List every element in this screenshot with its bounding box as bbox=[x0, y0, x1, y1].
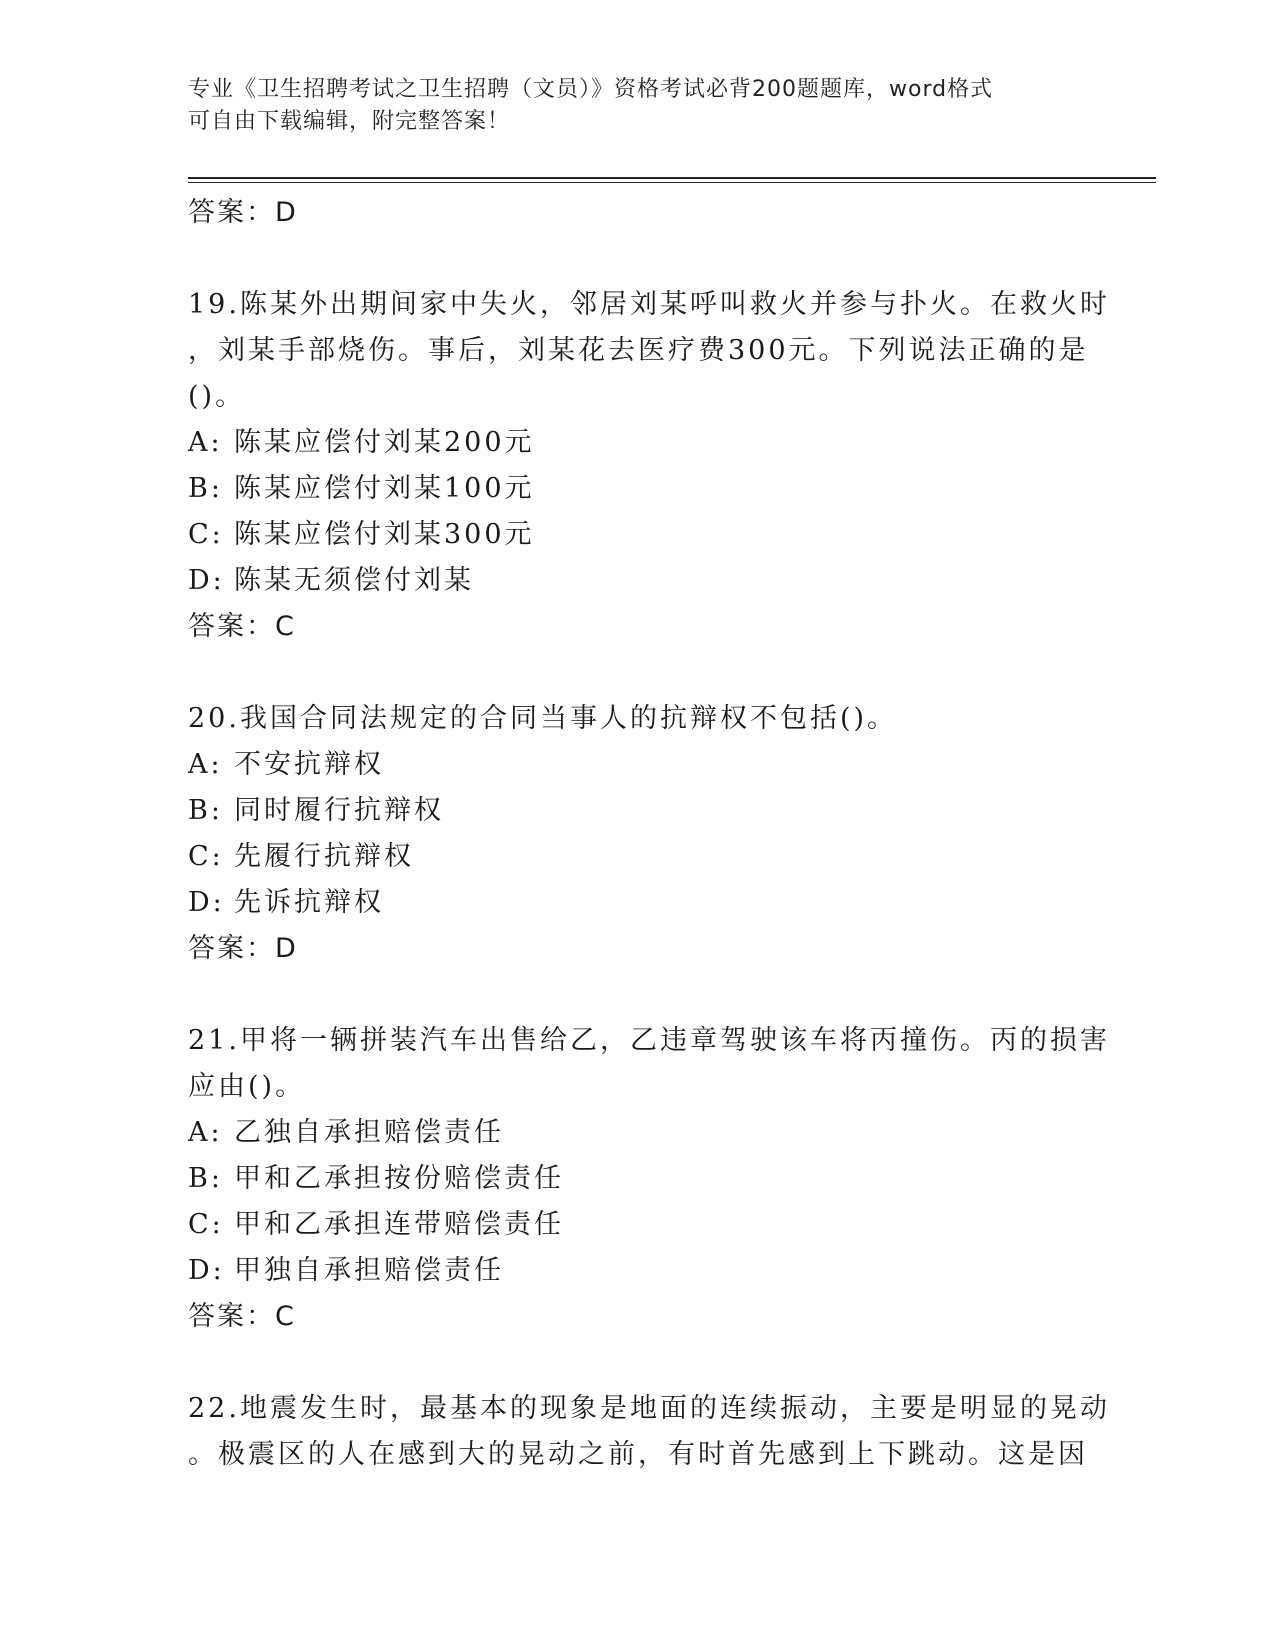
option-key: B: bbox=[188, 1163, 223, 1194]
option-b bbox=[188, 466, 1088, 512]
spacer bbox=[188, 236, 1088, 282]
option-text: 先诉抗辩权 bbox=[234, 887, 384, 918]
option-key: A: bbox=[188, 427, 223, 458]
option-d bbox=[188, 558, 1088, 604]
option-c bbox=[188, 512, 1088, 558]
header-divider bbox=[188, 177, 1156, 183]
answer-line: 答案：D bbox=[188, 197, 298, 228]
answer-line: 答案：D bbox=[188, 933, 298, 964]
question-text: 。极震区的人在感到大的晃动之前，有时首先感到上下跳动。这是因 bbox=[188, 1439, 1088, 1470]
option-a bbox=[188, 742, 1088, 788]
option-text: 陈某应偿付刘某300元 bbox=[234, 519, 535, 550]
answer-line: 答案：C bbox=[188, 611, 296, 642]
document-header bbox=[188, 74, 1088, 138]
option-a bbox=[188, 1110, 1088, 1156]
option-key: A: bbox=[188, 1117, 223, 1148]
answer-line: 答案：C bbox=[188, 1301, 296, 1332]
option-text: 先履行抗辩权 bbox=[234, 841, 414, 872]
option-text: 陈某无须偿付刘某 bbox=[234, 565, 474, 596]
question-text: 19.陈某外出期间家中失火，邻居刘某呼叫救火并参与扑火。在救火时 bbox=[188, 289, 1110, 320]
spacer bbox=[188, 650, 1088, 696]
option-key: D: bbox=[188, 1255, 225, 1286]
option-key: C: bbox=[188, 519, 224, 550]
question-block bbox=[188, 1018, 1110, 1340]
option-key: A: bbox=[188, 749, 223, 780]
question-text: 21.甲将一辆拼装汽车出售给乙，乙违章驾驶该车将丙撞伤。丙的损害 bbox=[188, 1025, 1110, 1056]
option-key: D: bbox=[188, 565, 225, 596]
option-text: 乙独自承担赔偿责任 bbox=[234, 1117, 504, 1148]
option-a bbox=[188, 420, 1088, 466]
question-block bbox=[188, 282, 1110, 650]
option-d bbox=[188, 1248, 1088, 1294]
document-body bbox=[188, 190, 1110, 1478]
option-text: 甲独自承担赔偿责任 bbox=[234, 1255, 504, 1286]
question-text: 22.地震发生时，最基本的现象是地面的连续振动，主要是明显的晃动 bbox=[188, 1393, 1110, 1424]
option-b bbox=[188, 1156, 1088, 1202]
spacer bbox=[188, 972, 1088, 1018]
question-text: 应由()。 bbox=[188, 1071, 306, 1102]
option-d bbox=[188, 880, 1088, 926]
option-key: B: bbox=[188, 795, 223, 826]
option-c bbox=[188, 834, 1088, 880]
header-line-1: 专业《卫生招聘考试之卫生招聘（文员）》资格考试必背200题题库，word格式 bbox=[188, 77, 994, 102]
spacer bbox=[188, 1340, 1088, 1386]
option-text: 陈某应偿付刘某100元 bbox=[234, 473, 535, 504]
header-line-2: 可自由下载编辑，附完整答案！ bbox=[188, 109, 511, 134]
question-text: ()。 bbox=[188, 381, 246, 412]
option-c bbox=[188, 1202, 1088, 1248]
option-b bbox=[188, 788, 1088, 834]
question-block bbox=[188, 696, 1088, 972]
option-text: 甲和乙承担连带赔偿责任 bbox=[234, 1209, 564, 1240]
option-text: 同时履行抗辩权 bbox=[234, 795, 444, 826]
option-key: C: bbox=[188, 841, 224, 872]
option-key: B: bbox=[188, 473, 223, 504]
option-text: 甲和乙承担按份赔偿责任 bbox=[234, 1163, 564, 1194]
option-text: 陈某应偿付刘某200元 bbox=[234, 427, 535, 458]
option-key: C: bbox=[188, 1209, 224, 1240]
question-text: 20.我国合同法规定的合同当事人的抗辩权不包括()。 bbox=[188, 703, 898, 734]
question-text: ，刘某手部烧伤。事后，刘某花去医疗费300元。下列说法正确的是 bbox=[188, 335, 1089, 366]
option-key: D: bbox=[188, 887, 225, 918]
option-text: 不安抗辩权 bbox=[234, 749, 384, 780]
question-block bbox=[188, 1386, 1110, 1478]
